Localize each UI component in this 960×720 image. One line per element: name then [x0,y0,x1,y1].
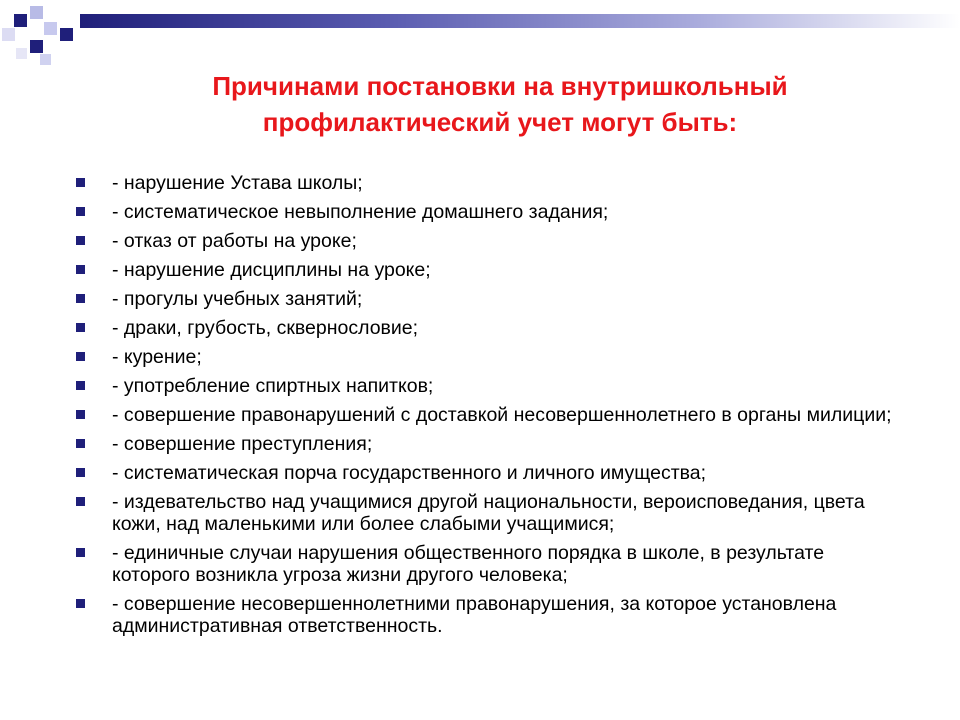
square-bullet-icon [76,265,85,274]
list-item-text: - систематическое невыполнение домашнего задания; [112,201,609,223]
list-item-text: - издевательство над учащимися другой национальности, вероисповедания, цвета кожи, над маленькими или более слабыми учащимися; [112,491,865,535]
list-item [72,172,892,194]
square-bullet-icon [76,548,85,557]
slide-title-line: Причинами постановки на внутришкольный [212,71,788,101]
square-bullet-icon [76,599,85,608]
list-item [72,542,892,586]
list-item [72,404,892,426]
slide-title-line: профилактический учет могут быть: [262,107,738,137]
decorative-square [40,54,51,65]
list-item-text: - прогулы учебных занятий; [112,288,363,310]
square-bullet-icon [76,236,85,245]
list-item-text: - единичные случаи нарушения общественного порядка в школе, в результате которого возникла угроза жизни другого человека; [112,542,825,586]
slide-title [90,68,910,140]
list-item [72,491,892,535]
decorative-square [2,28,15,41]
decorative-square [30,6,43,19]
decorative-square [60,28,73,41]
list-item [72,259,892,281]
square-bullet-icon [76,497,85,506]
list-item [72,593,892,637]
list-item-text: - совершение преступления; [112,433,373,455]
list-item [72,375,892,397]
list-item-text: - нарушение дисциплины на уроке; [112,259,431,281]
list-item [72,230,892,252]
list-item-text: - систематическая порча государственного и личного имущества; [112,462,707,484]
square-bullet-icon [76,207,85,216]
decorative-square [44,22,57,35]
header-gradient-bar [80,14,960,28]
list-item-text: - совершение несовершеннолетними правонарушения, за которое установлена административная ответственность. [112,593,837,637]
list-item-text: - отказ от работы на уроке; [112,230,357,252]
square-bullet-icon [76,468,85,477]
reasons-list [72,172,892,644]
list-item [72,346,892,368]
decorative-square [16,48,27,59]
square-bullet-icon [76,294,85,303]
square-bullet-icon [76,410,85,419]
list-item-text: - нарушение Устава школы; [112,172,363,194]
square-bullet-icon [76,323,85,332]
square-bullet-icon [76,352,85,361]
list-item [72,462,892,484]
list-item [72,288,892,310]
decorative-square [30,40,43,53]
list-item-text: - курение; [112,346,202,368]
decorative-square [14,14,27,27]
square-bullet-icon [76,381,85,390]
square-bullet-icon [76,178,85,187]
list-item [72,317,892,339]
list-item [72,201,892,223]
list-item-text: - употребление спиртных напитков; [112,375,434,397]
list-item-text: - совершение правонарушений с доставкой несовершеннолетнего в органы милиции; [112,404,892,426]
square-bullet-icon [76,439,85,448]
list-item [72,433,892,455]
list-item-text: - драки, грубость, сквернословие; [112,317,419,339]
